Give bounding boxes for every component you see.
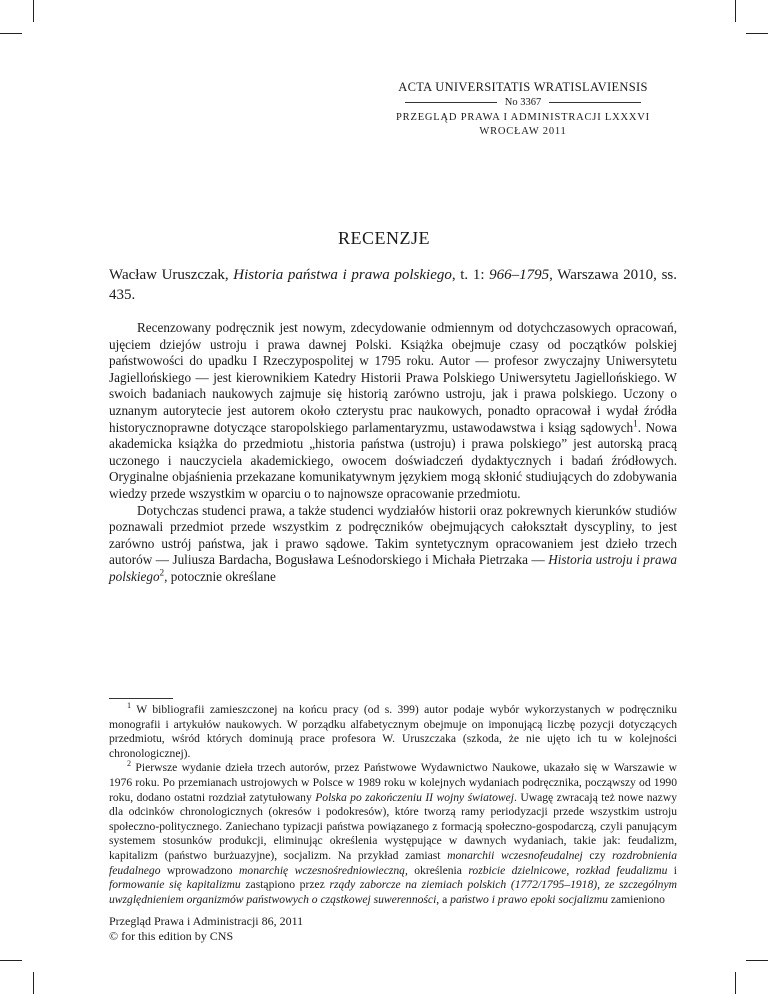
footnote [109, 703, 677, 761]
footnote-italic: rozbicie dzielnicowe [468, 863, 567, 877]
footnote-number: 2 [127, 759, 132, 769]
footnote-rule [109, 698, 173, 699]
footnote [109, 761, 677, 907]
crop-mark [735, 0, 736, 22]
paragraph-text: , potocznie określane [164, 568, 276, 584]
citation-volume: , t. 1: [451, 267, 490, 283]
paragraph [109, 320, 677, 503]
cited-title: Historia ustroju i prawa polskiego [109, 552, 677, 584]
footnote-italic: rozkład feudalizmu [575, 863, 668, 877]
paragraph [109, 503, 677, 586]
footnote-text: , [566, 863, 576, 877]
footnote-number: 1 [127, 701, 132, 711]
header-rule [405, 102, 497, 103]
footnote-ref: 1 [633, 418, 638, 429]
paragraph-text: Dotychczas studenci prawa, a także studenci wydziałów historii oraz pokrewnych kierunków studiów poznawali przedmiot przede wszystkim z podręczników obejmujących całokształt dyscypliny, to jest zarówno ustrój państwa, jak i prawo sądowe. Takim syntetycznym opracowaniem jest dzieło trzech autorów — Juliusza Bardacha, Bogusława Leśnodorskiego i Michała Pietrzaka — [109, 502, 677, 568]
citation-author: Wacław Uruszczak, [109, 267, 234, 283]
citation-title: Historia państwa i prawa polskiego [233, 267, 452, 283]
footnotes [109, 703, 677, 907]
city-year: WROCŁAW 2011 [479, 126, 567, 137]
crop-mark [33, 972, 34, 994]
footnote-italic: rządy zaborcze na ziemiach polskich (1772/1795–1918), ze szczególnym uwzględnieniem organizmów państwowych o cząstkowej suwerenności [109, 878, 678, 906]
footnote-text: , a [436, 892, 451, 906]
footnote-italic: państwo i prawo epoki socjalizmu [450, 892, 608, 906]
crop-mark [0, 960, 22, 961]
footnote-text: . Uwagę zwracają też nowe nazwy dla odcinków chronologicznych (okresów i podokresów), które tworzą ramy periodyzacji przede wszystkim ustroju społeczno-politycznego. Zaniechano typizacji państwa powiązanego z formacją społeczno-gospodarczą, czyli panującym systemem stosunków produkcji, eliminując określenia występujące w dawnych wydaniach, takie jak: feudalizm, kapitalizm (państwo burżuazyjne), socjalizm. Na przykład zamiast [109, 790, 677, 862]
journal-title: ACTA UNIVERSITATIS WRATISLAVIENSIS [398, 80, 648, 94]
issue-number [368, 97, 678, 108]
footer-journal: Przegląd Prawa i Administracji 86, 2011 [109, 914, 304, 928]
issue-number-text: No 3367 [504, 97, 542, 108]
book-citation [109, 265, 677, 305]
crop-mark [735, 972, 736, 994]
crop-mark [746, 33, 768, 34]
footnote-italic: formowanie się kapitalizmu [109, 878, 241, 892]
footnote-italic: Polska po zakończeniu II wojny światowej [315, 790, 514, 804]
footnote-text: W bibliografii zamieszczonej na końcu pracy (od s. 399) autor podaje wybór wykorzystanych w podręczniku monografii i artykułów naukowych. W porządku alfabetycznym obejmuje on imponującą liczbę pozycji dotyczących przedmiotu, wśród których dominują prace profesora W. Uruszczaka (szkoda, że nie ujęto ich tu w kolejności chronologicznej). [109, 703, 677, 760]
footnote-ref: 2 [159, 567, 165, 578]
footnote-text: wprowadzono [160, 863, 240, 877]
footer-copyright: © for this edition by CNS [109, 929, 234, 943]
footnote-italic: monarchię wczesnośredniowieczną [239, 863, 405, 877]
paragraph-text: Recenzowany podręcznik jest nowym, zdecydowanie odmiennym od dotychczasowych opracowań, ujęciem dziejów ustroju i prawa dawnej Polski. Książka obejmuje czasy od początków polskiej państwowości do upadku I Rzeczypospolitej w 1795 roku. Autor — profesor zwyczajny Uniwersytetu Jagiellońskiego — jest kierownikiem Katedry Historii Prawa Polskiego Uniwersytetu Jagiellońskiego. W swoich badaniach naukowych zajmuje się historią zarówno ustroju, jak i prawa polskiego. Uczony o uznanym autorytecie jest autorem około czterystu prac naukowych, ponadto opracował i wydał źródła historycznoprawne dotyczące staropolskiego parlamentaryzmu, ustawodawstwa i ksiąg sądowych [109, 320, 677, 435]
footnote-text: zastąpiono przez [240, 878, 330, 892]
footnote-italic: rozdrobnienia feudalnego [109, 848, 677, 877]
footnote-text: i [667, 863, 678, 877]
footnote-italic: monarchii wczesnofeudalnej [447, 848, 583, 862]
crop-mark [746, 960, 768, 961]
header-rule [549, 102, 641, 103]
section-title: RECENZJE [338, 228, 430, 248]
review-body [109, 320, 677, 586]
paragraph-text: . Nowa akademicka książka do przedmiotu „historia państwa (ustroju) i prawa polskiego” jest autorską pracą uczonego i nauczyciela akademickiego, owocem doświadczeń dydaktycznych i badań źródłowych. Oryginalne objaśnienia przekazane komunikatywnym językiem mogą skłonić studiujących do zdobywania wiedzy przede wszystkim w oparciu o to najnowsze opracowanie przedmiotu. [109, 419, 677, 501]
citation-range: 966–1795 [489, 267, 550, 283]
citation-rest: , Warszawa 2010, ss. 435. [109, 267, 677, 303]
footnote-text: , określenia [404, 863, 469, 877]
footnote-text: zamieniono [607, 892, 665, 906]
series-title: PRZEGLĄD PRAWA I ADMINISTRACJI LXXXVI [396, 112, 650, 123]
crop-mark [0, 33, 22, 34]
crop-mark [33, 0, 34, 22]
footnote-text: Pierwsze wydanie dzieła trzech autorów, przez Państwowe Wydawnictwo Naukowe, ukazało się w Warszawie w 1976 roku. Po przemianach ustrojowych w Polsce w 1989 roku w kolejnych wydaniach podręcznika, począwszy od 1990 roku, dodano ostatni rozdział zatytułowany [109, 761, 677, 804]
footnote-text: czy [582, 848, 613, 862]
